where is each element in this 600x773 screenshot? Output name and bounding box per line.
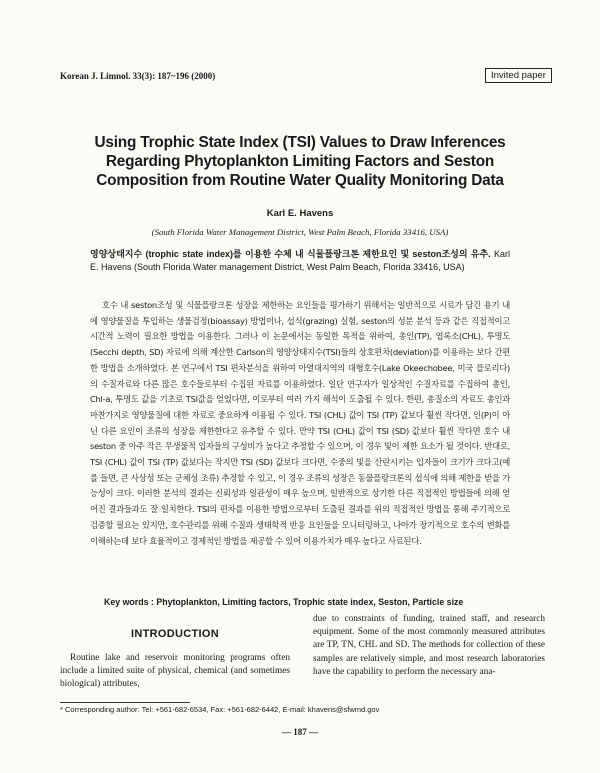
korean-abstract-text: 호수 내 seston조성 및 식물플랑크톤 성장을 제한하는 요인들을 평가하기 위해서는 일반적으로 시료가 담긴 용기 내에 영양물질을 투입하는 생물검정(bioassay) 방법이나, 섭식(grazing) 실험, seston의 성분 분석 등과 같은 직접적이고 시간적 노력이 필요한 방법을 이용한다. 그러나 이 논문에서는 동일한 목적을 위하여, 총인(TP), 엽록소(CHL), 투명도(Secchi depth, SD) 자료에 의해 계산한 Carlson의 영양상태지수(TSI)들의 상호편차(deviation)를 이용하는 보다 간편한 방법을 소개하였다. 본 연구에서 TSI 편차분석을 위하여 아열대지역의 대형호수(Lake Okeechobee, 미국 플로리다)의 수질자료와 다른 많은 호수들로부터 수집된 자료를 이용하였다. 일단 연구자가 일상적인 수질자료를 수집하여 총인, Chl-a, 투명도 값을 기초로 TSI값을 얻었다면, 이로부터 여러 가지 해석이 도출될 수 있다. 한편, 총질소의 자료도 총인과 마찬가지로 영양물질에 대한 자료로 중요하게 이용될 수 있다. TSI (CHL) 값이 TSI (TP) 값보다 훨씬 작다면, 인(P)이 아닌 다른 요인이 조류의 성장을 제한한다고 유추할 수 있다. 만약 TSI (CHL) 값이 TSI (SD) 값보다 훨씬 작다면 호수 내 seston 중 아주 작은 무생물적 입자들의 구성비가 높다고 추정할 수 있으며, 이 경우 빛이 제한 요소가 될 것이다. 반대로, TSI (CHL) 값이 TSI (TP) 값보다는 작지만 TSI (SD) 값보다 크다면, 수중의 빛을 산란시키는 입자들이 크기가 크다고(예를 들면, 큰 사상성 또는 군체성 조류) 추정할 수 있고, 이 경우 조류의 성장은 동물플랑크톤의 섭식에 의해 제한을 받을 가능성이 크다. 이러한 분석의 결과는 신뢰성과 일관성이 매우 높으며, 일반적으로 상기한 다른 직접적인 방법들에 의해 얻어진 결과들과도 잘 일치한다. TSI의 편차를 이용한 방법으로부터 도출된 결과를 위의 직접적인 방법을 통해 주기적으로 검증할 필요는 있지만, 호수관리를 위해 수질과 생태학적 반응 요인들을 모니터링하고, 나아가 장기적으로 호수의 변화를 이해하는데 보다 효율적이고 경제적인 방법을 제공할 수 있어 이용가치가 매우 높다고 사료된다.	[90, 300, 510, 546]
right-column	[313, 613, 545, 679]
keywords	[104, 597, 524, 607]
korean-abstract	[90, 298, 510, 549]
intro-paragraph-left: Routine lake and reservoir monitoring programs often include a limited suite of physical, chemical (and sometimes biological) attributes,	[60, 653, 290, 690]
intro-paragraph-right: due to constraints of funding, trained staff, and research equipment. Some of the most commonly measured attributes are TP, TN, CHL and SD. The methods for collection of these samples are relatively simple, and most research laboratories have the capability to perform the necessary ana-	[313, 614, 545, 677]
footnote-divider	[60, 702, 190, 703]
title-line-2: Regarding Phytoplankton Limiting Factors and Seston	[105, 153, 495, 170]
paper-title	[60, 133, 540, 190]
korean-heading	[90, 248, 510, 274]
keywords-value: Phytoplankton, Limiting factors, Trophic state index, Seston, Particle size	[156, 597, 464, 607]
author-affiliation: (South Florida Water Management District, West Palm Beach, Florida 33416, USA)	[151, 227, 449, 237]
page-number: — 187 —	[282, 727, 318, 737]
left-column	[60, 623, 290, 692]
korean-author-affiliation: Karl E. Havens (South Florida Water management District, West Palm Beach, Florida 33416, USA)	[90, 249, 510, 272]
title-line-1: Using Trophic State Index (TSI) Values to Draw Inferences	[94, 134, 506, 151]
keywords-label: Key words :	[104, 597, 154, 607]
journal-citation: Korean J. Limnol. 33(3): 187~196 (2000)	[60, 71, 216, 81]
corresponding-author-footnote: * Corresponding author: Tel: +561-682-6534, Fax: +561-682-6442, E-mail: khavens@sfwmd.gov	[60, 705, 380, 714]
korean-title: 영양상태지수 (trophic state index)를 이용한 수체 내 식물플랑크톤 제한요인 및 seston조성의 유추.	[90, 249, 491, 259]
invited-paper-badge: Invited paper	[485, 68, 552, 83]
author-name: Karl E. Havens	[266, 208, 334, 219]
title-line-3: Composition from Routine Water Quality Monitoring Data	[96, 172, 504, 189]
introduction-heading: INTRODUCTION	[131, 628, 219, 640]
